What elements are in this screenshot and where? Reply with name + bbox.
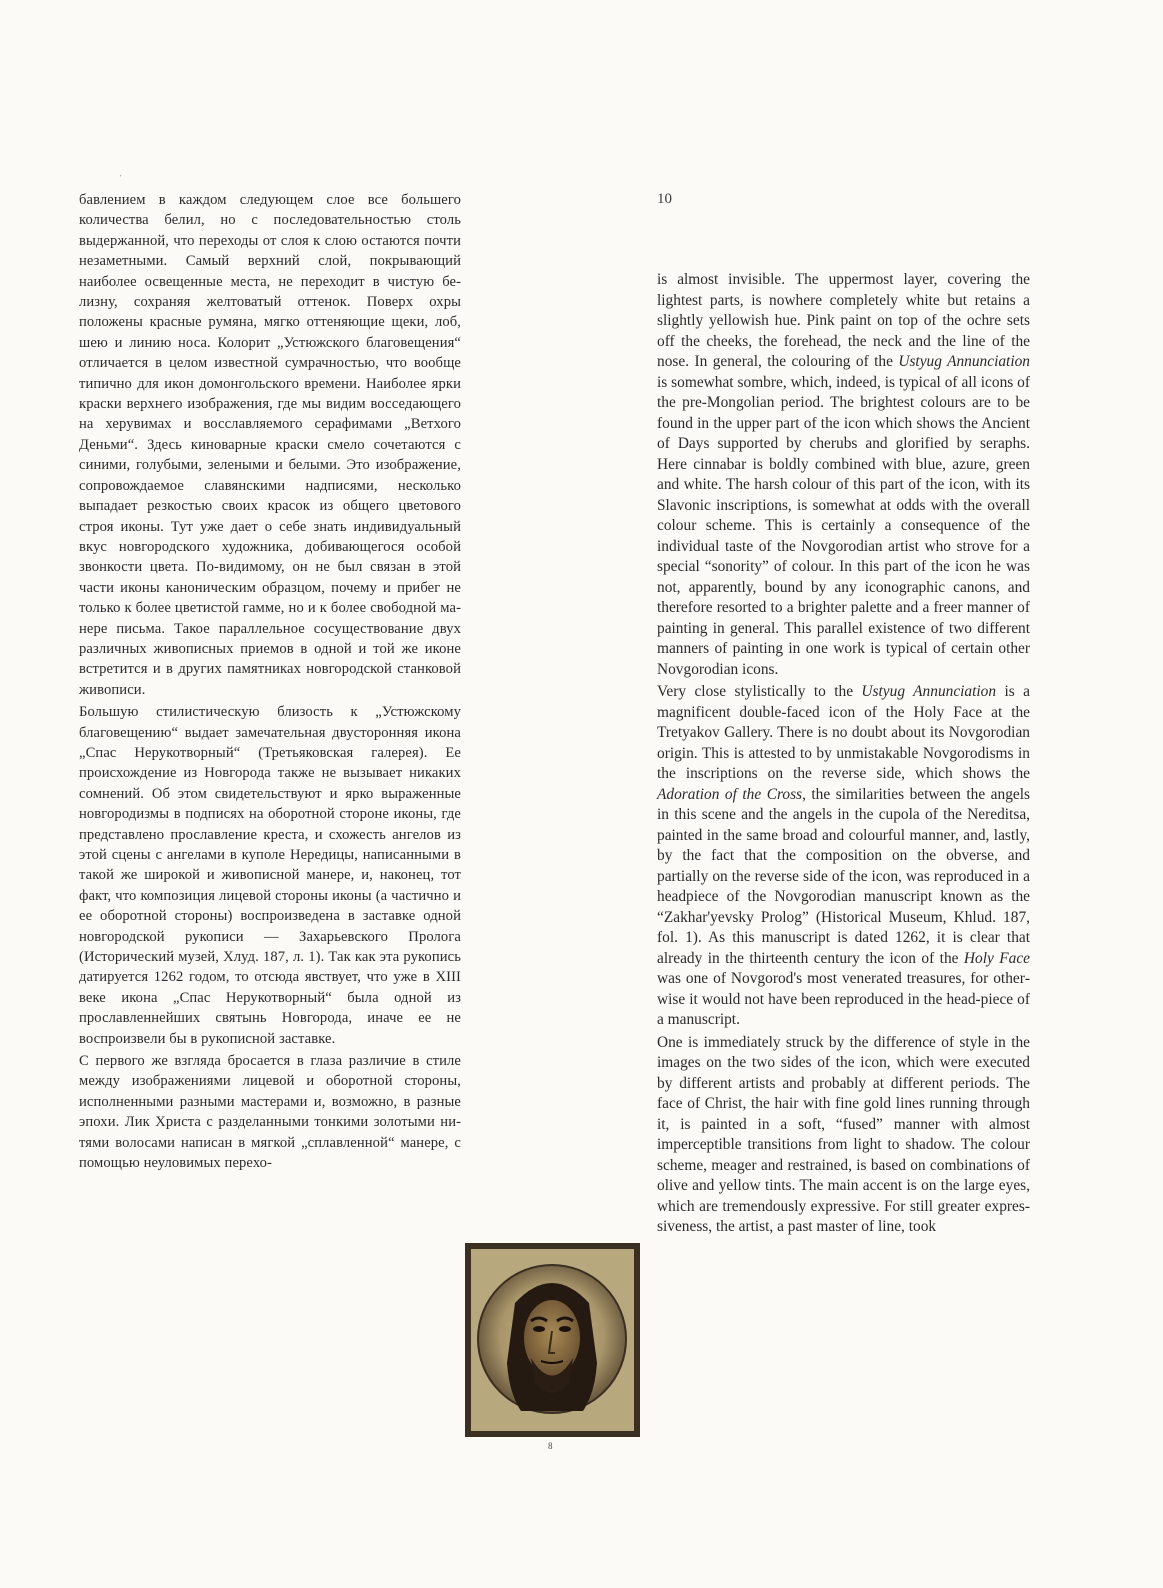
english-column <box>657 270 1030 1240</box>
page-mark: ' <box>120 174 122 182</box>
italic-title: Ustyug Annunciation <box>898 353 1030 370</box>
figure-number: 8 <box>548 1441 553 1451</box>
russian-column <box>79 190 461 1176</box>
page-number: 10 <box>657 191 672 207</box>
russian-paragraph-3: С первого же взгляда бросается в глаза различие в стиле между изображениями лицевой и оборотной стороны, исполненными разными мастерами и, возможно, в разные эпохи. Лик Христа с разделанными тонкими золотыми нитями волосами написан в мягкой „сплавленной“ манере, с помощью неуловимых перехо- <box>79 1053 461 1172</box>
russian-paragraph-1: бавлением в каждом следующем слое все большего количества белил, но с последовательностью столь выдержанной, что переходы от слоя к слою остаются почти незаметными. Самый верхний слой, покрывающий наиболее освещенные места, не переходит в чистую белизну, сохраняя желтоватый оттенок. Поверх охры положены красные румяна, мягко оттеняющие щеки, лоб, шею и линию носа. Колорит „Устюжского благовещения“ отличается в целом известной сумрачностью, что вообще типично для икон домонгольского времени. Наиболее ярки краски верхнего изображения, где мы видим восседающего на херувимах и восславляемого серафимами „Ветхого Деньми“. Здесь киноварные краски смело сочетаются с синими, голубыми, зелеными и белыми. Это изображение, сопровождаемое славянскими надписями, несколько выпадает резкостью своих красок из общего цветового строя иконы. Тут уже дает о себе знать индивидуальный вкус новгородского художника, добивающегося особой звонкости цвета. По-видимому, он не был связан в этой части иконы каноническим образцом, почему и прибег не только к более цветистой гамме, но и к более свободной манере письма. Такое параллельное сосуществование двух различных живописных приемов в одной и той же иконе встретится и в других памятниках новгородской станковой живописи. <box>79 192 461 698</box>
text-run: was one of Novgorod's most venerated treasures, for otherwise it would not have been reproduced in the head-piece of a manuscript. <box>657 970 1030 1028</box>
english-paragraph-3: One is immediately struck by the difference of style in the images on the two sides of the icon, which were executed by different artists and probably at different periods. The face of Christ, the hair with fine gold lines running through it, is painted in a soft, “fused” manner with almost imperceptible transitions from light to shadow. The colour scheme, meager and restrained, is based on combinations of olive and yellow tints. The main accent is on the large eyes, which are tremendously expressive. For still greater expressiveness, the artist, a past master of line, took <box>657 1033 1030 1235</box>
russian-paragraph-2: Большую стилистическую близость к „Устюжскому благовещению“ выдает замечательная двусторонняя икона „Спас Нерукотворный“ (Третьяковская галерея). Ее происхождение из Новгорода также не вызывает никаких сомнений. Об этом свидетельствуют и ярко выраженные новгородизмы в подписях на оборотной стороне иконы, где представлено прославление креста, и схожесть ангелов из этой сцены с ангелами в куполе Нередицы, написанными в такой же широкой и живописной манере, и, наконец, тот факт, что композиция лицевой стороны иконы (а частично и ее оборотной стороны) воспроизведена в заставке одной новгородской рукописи — Захарьевского Пролога (Исторический музей, Хлуд. 187, л. 1). Так как эта рукопись датируется 1262 годом, то отсюда явствует, что уже в XIII веке икона „Спас Нерукотворный“ была одной из прославленнейших святынь Новгорода, иначе ее не воспроизвели бы в рукописной заставке. <box>79 704 461 1047</box>
english-paragraph-1 <box>657 270 1030 680</box>
italic-title: Ustyug Annunciation <box>861 683 997 700</box>
holy-face-icon-image <box>465 1243 640 1437</box>
english-paragraph-2 <box>657 682 1030 1031</box>
text-run: is almost invisible. The uppermost layer, covering the lightest parts, is nowhere completely white but retains a slightly yellowish hue. Pink paint on top of the ochre sets off the cheeks, the forehead, the neck and the line of the nose. In general, the colouring of the <box>657 271 1030 370</box>
text-run: Very close stylistically to the <box>657 683 862 700</box>
italic-title: Holy Face <box>963 949 1030 967</box>
text-run: is somewhat sombre, which, indeed, is typical of all icons of the pre-Mongolian period. The brightest colours are to be found in the upper part of the icon which shows the Ancient of Days supported by cherubs and glorified by seraphs. Here cinnabar is boldly combined with blue, azure, green and white. The harsh colour of this part of the icon, with its Slavonic inscriptions, is somewhat at odds with the overall colour scheme. This is certainly a consequence of the individual taste of the Novgorodian artist who strove for a special “sonority” of colour. In this part of the icon he was not, apparently, bound by any iconographic canons, and therefore resorted to a brighter palette and a freer manner of painting in general. This parallel existence of two different manners of painting in one work is typical of certain other Novgorodian icons. <box>657 373 1030 678</box>
italic-title: Adoration of the Cross <box>657 785 803 803</box>
text-run: , the similarities between the angels in this scene and the angels in the cupola of the Nereditsa, painted in the same broad and colourful manner, and, lastly, by the fact that the composition on the obverse, and partially on the reverse side of the icon, was reproduced in a headpiece of the Novgorodian manuscript known as the “Zakhar'yevsky Prolog” (Historical Museum, Khlud. 187, fol. 1). As this manuscript is dated 1262, it is clear that already in the thirteenth century the icon of the <box>657 785 1031 967</box>
text-run: is a magnificent double-faced icon of the Holy Face at the Tretyakov Gallery. There is no doubt about its Novgorodian origin. This is attested to by unmistakable Novgorodisms in the inscriptions on the reverse side, which shows the <box>657 683 1030 782</box>
